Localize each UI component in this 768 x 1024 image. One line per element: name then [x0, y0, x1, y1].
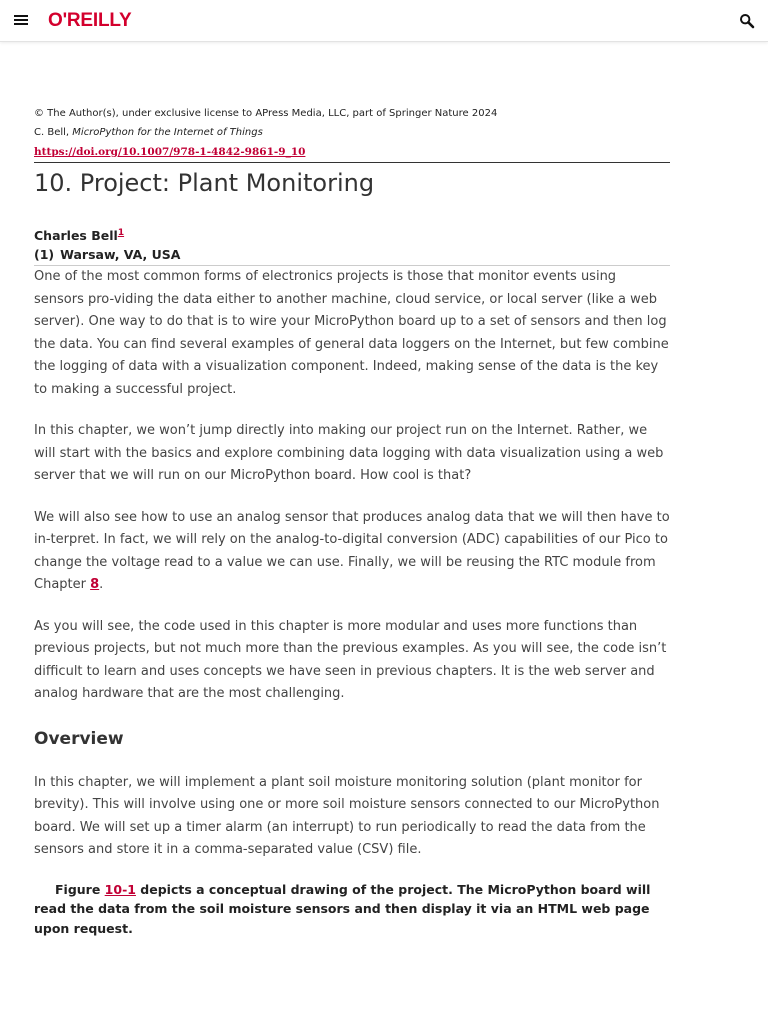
chapter-8-link[interactable]: 8 [90, 577, 100, 593]
paragraph [34, 507, 670, 597]
paragraph: In this chapter, we won’t jump directly into making our project run on the Internet. Rather, we will start with the basics and explore combining data logging with data visualization using a web server that we will run on our MicroPython board. How cool is that? [34, 423, 664, 484]
hamburger-menu-icon[interactable] [12, 13, 30, 29]
chapter-title: 10. Project: Plant Monitoring [34, 169, 375, 197]
figure-10-1-link[interactable]: 10-1 [104, 881, 136, 897]
affiliation-location: Warsaw, VA, USA [60, 247, 181, 263]
search-icon[interactable] [739, 13, 755, 29]
author-name-text: Charles Bell [34, 228, 118, 244]
doi-link[interactable]: https://doi.org/10.1007/978-1-4842-9861-9_10 [34, 142, 670, 163]
paragraph-text: We will also see how to use an analog sensor that produces analog data that we will then have to in-terpret. In fact, we will rely on the analog-to-digital conversion (ADC) capabilities of our Pico to change the voltage read to a value we can use. Finally, we will be reusing the RTC module from Chapter [34, 509, 670, 593]
author-affiliation [34, 246, 670, 266]
section-heading-overview: Overview [34, 728, 124, 749]
affiliation-number: (1) [34, 247, 55, 263]
author-affiliation-ref[interactable]: 1 [117, 228, 125, 238]
figure-caption-paragraph [34, 880, 670, 939]
figure-para-prefix: Figure [55, 881, 105, 897]
citation [34, 123, 670, 142]
top-bar [0, 0, 768, 42]
paragraph: In this chapter, we will implement a plant soil moisture monitoring solution (plant monitor for brevity). This will involve using one or more soil moisture sensors connected to our MicroPython board. We will set up a timer alarm (an interrupt) to run periodically to read the data from the sensors and store it in a comma-separated value (CSV) file. [34, 774, 660, 858]
oreilly-logo[interactable]: O'REILLY [48, 10, 132, 31]
paragraph: One of the most common forms of electronics projects is those that monitor events using sensors pro-viding the data either to another machine, cloud service, or local server (like a web server). One way to do that is to wire your MicroPython board up to a set of sensors and then log the data. You can find several examples of general data loggers on the Internet, but few combine the logging of data with a visualization component. Indeed, making sense of the data is the key to making a successful project. [34, 269, 669, 397]
author-name [34, 225, 670, 244]
paragraph: As you will see, the code used in this chapter is more modular and uses more functions than previous projects, but not much more than the previous examples. As you will see, the code isn’t difficult to learn and uses concepts we have seen in previous chapters. It is the web server and analog hardware that are the most challenging. [34, 618, 667, 702]
copyright-notice: © The Author(s), under exclusive license to APress Media, LLC, part of Springer Nature 2024 [34, 108, 498, 119]
citation-book-title: MicroPython for the Internet of Things [72, 127, 263, 138]
paragraph-text-end: . [99, 577, 104, 593]
chapter-content [34, 104, 670, 938]
figure-para-text: depicts a conceptual drawing of the project. The MicroPython board will read the data from the soil moisture sensors and then display it via an HTML web page upon request. [34, 881, 651, 936]
citation-author: C. Bell, [34, 127, 73, 138]
